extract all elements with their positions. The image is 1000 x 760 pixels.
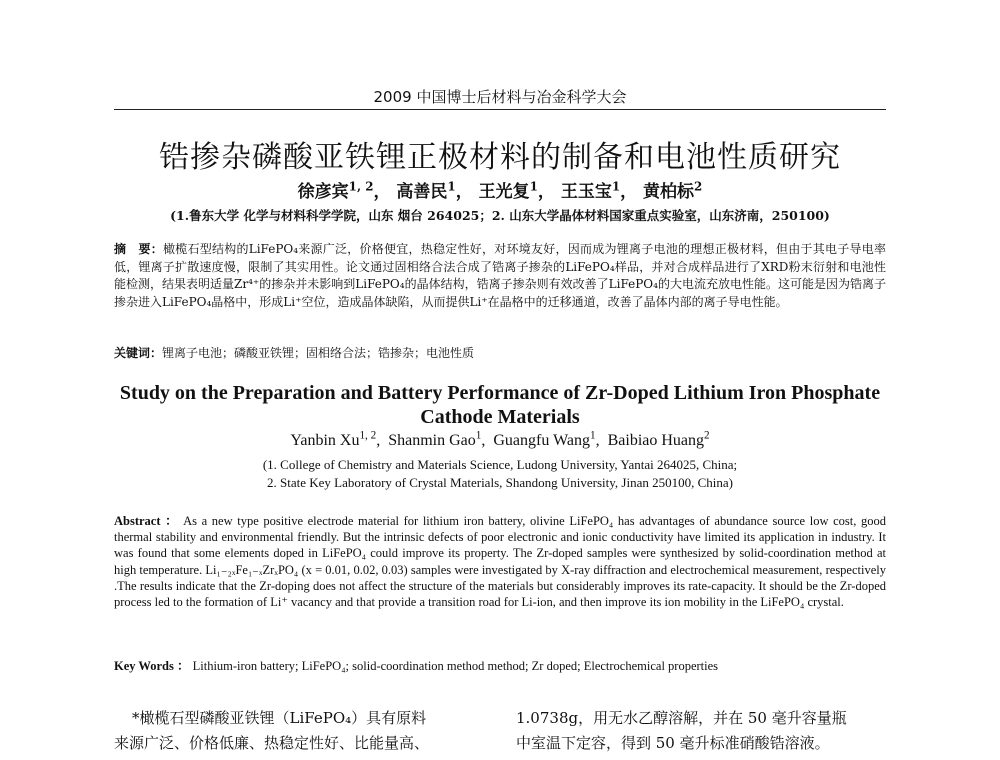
keywords-zh-text: 锂离子电池；磷酸亚铁锂；固相络合法；锆掺杂；电池性质	[162, 346, 475, 360]
body-line: *橄榄石型磷酸亚铁锂（LiFePO₄）具有原料	[132, 709, 427, 727]
body-line: 中室温下定容，得到 50 毫升标准硝酸锆溶液。	[516, 734, 830, 752]
authors-zh: 徐彦宾$^{1, 2}$， 高善民$^1$， 王光复$^1$， 王玉宝$^1$， 黄柏标$^2$	[297, 179, 703, 202]
abstract-en-label: Abstract ：	[114, 514, 180, 528]
author-en: Shanmin Gao	[388, 432, 476, 449]
abstract-zh-text: 橄榄石型结构的LiFePO₄来源广泛，价格便宜，热稳定性好，对环境友好，因而成为锂离子电池的理想正极材料，但由于其电子导电率低，锂离子扩散速度慢，限制了其实用性。论文通过固相络合法合成了锆离子掺杂的LiFePO₄样品，并对合成样品进行了XRD粉末衍射和电池性能检测，结果表明适量Zr⁴⁺的掺杂并未影响到LiFePO₄的晶体结构，锆离子掺杂则有效改善了LiFePO₄的大电流充放电性能。这可能是因为锆离子掺杂进入LiFePO₄晶格中，形成Li⁺空位，造成晶体缺陷，从而提供Li⁺在晶格中的迁移通道，改善了晶体内部的离子导电性能。	[114, 242, 886, 309]
author-zh-sup: 2	[694, 179, 703, 194]
author-en: Guangfu Wang	[493, 432, 590, 449]
running-header: 2009 中国博士后材料与冶金科学大会	[373, 88, 627, 106]
author-en: Baibiao Huang	[607, 432, 705, 449]
affiliation-en-line: (1. College of Chemistry and Materials Science, Ludong University, Yantai 264025, China;	[262, 457, 738, 472]
keywords-zh-label: 关键词：	[114, 346, 163, 360]
keywords-zh	[114, 345, 886, 363]
author-zh: 王玉宝	[560, 182, 612, 202]
header-rule	[114, 109, 886, 110]
author-zh: 徐彦宾	[297, 182, 349, 202]
author-zh-sup: 1	[529, 179, 538, 194]
author-en-sup: 1	[475, 429, 482, 442]
abstract-zh	[114, 241, 886, 311]
body-column-right	[516, 706, 886, 756]
abstract-zh-label: 摘 要：	[114, 242, 163, 256]
author-zh-sup: 1, 2	[348, 179, 374, 194]
author-zh: 高善民	[396, 182, 448, 202]
body-column-left	[114, 706, 484, 756]
body-line: 来源广泛、价格低廉、热稳定性好、比能量高、	[114, 734, 430, 752]
author-en: Yanbin Xu	[290, 432, 360, 449]
title-en: Study on the Preparation and Battery Performance of Zr-Doped Lithium Iron Phosphate Cathode Materials	[119, 382, 881, 428]
body-line: 1.0738g，用无水乙醇溶解，并在 50 毫升容量瓶	[516, 709, 847, 727]
author-zh-sup: 1	[447, 179, 456, 194]
abstract-en-text: As a new type positive electrode material for lithium iron battery, olivine LiFePO₄ has advantages of abundance source low cost, good thermal stability and environmental friendly. But the intrinsic defects of poor electronic and ionic conductivity have limited its application in industry. It was found that some elements doped in LiFePO₄ could improve its property. The Zr-doped samples were synthesized by solid-coordination method at high temperature. Li₁₋₂ₓFe₁₋ₓZrₓPO₄ (x = 0.01, 0.02, 0.03) samples were investigated by X-ray diffraction and electrochemical measurement, respectively .The results indicate that the Zr-doping does not affect the structure of the materials but considerably improves its rate-capacity. It should be the Zr-doped process led to the formation of Li⁺ vacancy and that provide a transition road for Li-ion, and then improve its ion mobility in the LiFePO₄ crystal.	[114, 514, 887, 610]
author-en-sup: 1, 2	[359, 429, 377, 442]
affiliations-zh: (1.鲁东大学 化学与材料科学学院，山东 烟台 264025；2. 山东大学晶体材料国家重点实验室，山东济南，250100)	[170, 208, 830, 223]
author-zh: 王光复	[478, 182, 530, 202]
affiliation-en-line: 2. State Key Laboratory of Crystal Materials, Shandong University, Jinan 250100, China)	[267, 475, 733, 490]
author-zh-sup: 1	[611, 179, 621, 194]
keywords-en-text: Lithium-iron battery; LiFePO₄; solid-coordination method method; Zr doped; Electrochemical properties	[192, 659, 719, 673]
abstract-en	[114, 513, 886, 610]
author-zh: 黄柏标	[643, 182, 695, 202]
keywords-en	[114, 658, 886, 674]
title-zh: 锆掺杂磷酸亚铁锂正极材料的制备和电池性质研究	[159, 140, 841, 175]
author-en-sup: 1	[590, 429, 596, 442]
keywords-en-label: Key Words ：	[114, 659, 190, 673]
authors-en: Yanbin Xu$^{1, 2}$, Shanmin Gao$^1$, Guangfu Wang$^1$, Baibiao Huang$^2$	[290, 429, 710, 449]
author-en-sup: 2	[704, 429, 710, 442]
